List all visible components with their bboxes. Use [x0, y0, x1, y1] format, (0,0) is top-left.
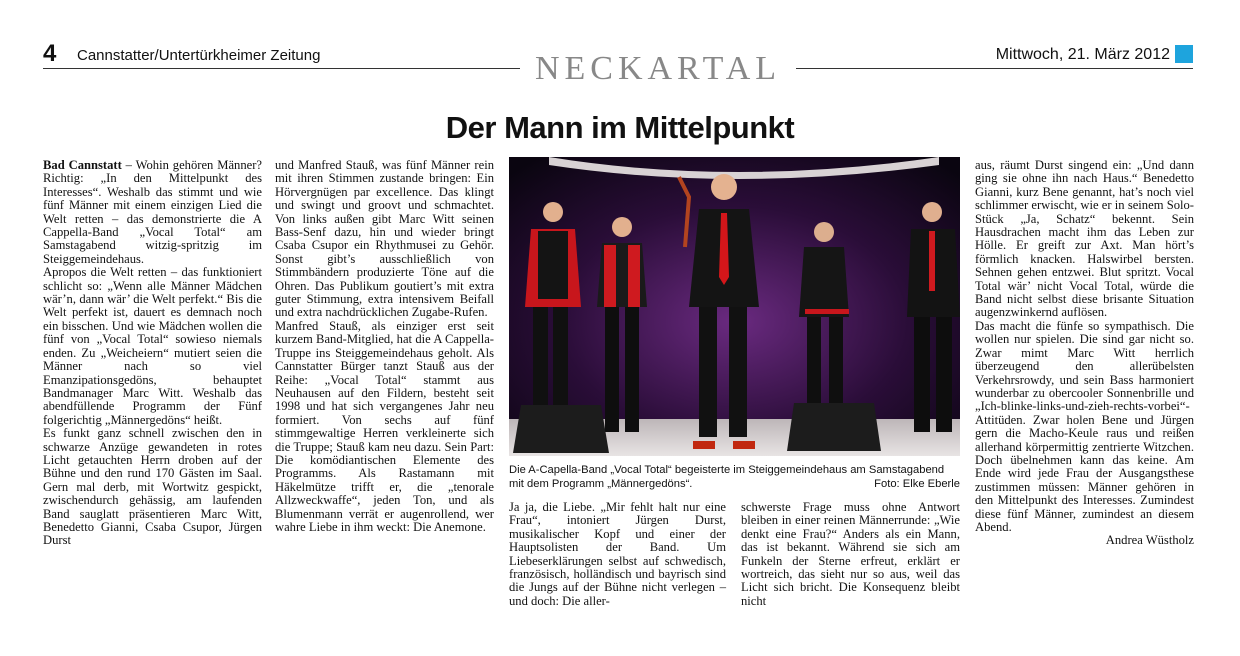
- article-column-1: [43, 159, 262, 548]
- issue-date: Mittwoch, 21. März 2012: [995, 46, 1170, 63]
- paragraph: schwerste Frage muss ohne Antwort bleiben in einer reinen Männerrunde: „Wie denkt eine Frau?“ Anders als ein Mann, das ist bekannt. Während sie sich am Funkeln der Sterne erfreut, erklärt er wortreich, das sieht nur so aus, weil das Licht sich bricht. Die Konsequenz bleibt nicht: [741, 500, 960, 608]
- caption-text: Die A-Capella-Band „Vocal Total“ begeisterte im Steiggemeindehaus am Samstagabend mit dem Programm „Männergedöns“.: [509, 464, 945, 490]
- photo-caption: [509, 463, 960, 491]
- paragraph: Ja ja, die Liebe. „Mir fehlt halt nur eine Frau“, intoniert Jürgen Durst, musikalischer Kopf und einer der Hauptsolisten der Band. Um Liebeserklärungen selbst auf schwedisch, französisch, holländisch und bayrisch sind die Jungs auf der Bühne nicht verlegen – und doch: Die aller-: [509, 500, 726, 608]
- article-column-2: [275, 159, 494, 534]
- article-headline: Der Mann im Mittelpunkt: [445, 110, 795, 145]
- header-rule-left: [43, 68, 520, 69]
- paragraph: Es funkt ganz schnell zwischen den in schwarze Anzüge gewandeten in rotes Licht getauchten Herrn droben auf der Bühne und den rund 170 Gästen im Saal. Gern mal derb, mit Wortwitz gespickt, zwischendurch gehässig, am laufenden Band sauglatt präsentieren Marc Witt, Benedetto Gianni, Csaba Csupor, Jürgen Durst: [43, 426, 262, 548]
- section-title: NECKARTAL: [534, 50, 782, 87]
- paragraph: Das macht die fünfe so sympathisch. Die wollen nur spielen. Die sind gar nicht so. Zwar mimt Marc Witt herrlich überzeugend den allerübelsten Verkehrsrowdy, und sein Bass harmoniert wunderbar zu obercooler Sonnenbrille und „Ich-blinke-links-und-zieh-rechts-vorbei“-Attitüden. Zwar holen Bene und Jürgen gern die Macho-Keule raus und reißen allerhand körpermittig zentrierte Witzchen. Doch übelnehmen kann das keine. Am Ende wird jede Frau der Ausgangsthese zustimmen müssen: Männer gehören in den Mittelpunkt des Interesses. Zumindest diese fünf Männer, zumindest an diesem Abend.: [975, 318, 1194, 534]
- accent-square: [1175, 45, 1193, 63]
- band-photo-illustration: [509, 157, 960, 456]
- page-number: 4: [43, 40, 57, 67]
- article-column-4: [741, 501, 960, 608]
- paragraph: Apropos die Welt retten – das funktioniert schlicht so: „Wenn alle Männer Mädchen wär’n, dann wär’ die Welt perfekt.“ Bis die Welt perfekt ist, dauert es demnach noch ein bisschen. Und wie Mädchen wollen die fünf von „Vocal Total“ sowieso niemals enden. Zu „Weicheiern“ mutiert seien die Männer nach so viel Emanzipationsgedöns, behauptet Bandmanager Marc Witt. Weshalb das abendfüllende Programm der Fünf folgerichtig „Männergedöns“ heißt.: [43, 265, 262, 427]
- article-column-5: [975, 159, 1194, 548]
- paragraph: Bad Cannstatt – Wohin gehören Männer? Richtig: „In den Mittelpunkt des Interesses“. Weshalb das stimmt und wie fünf Männer mit einem einzigen Lied die Welt retten – das demonstrierte die A Cappella-Band „Vocal Total“ am Samstagabend witzig-spritzig im Steiggemeindehaus.: [43, 158, 263, 266]
- paragraph: aus, räumt Durst singend ein: „Und dann ging sie ohne ihn nach Haus.“ Benedetto Gianni, kurz Bene genannt, hat’s noch viel schlimmer erwischt, wie er in seinem Solo-Stück „Ja, Schatz“ bekennt. Sein Hausdrachen macht ihm das Leben zur Hölle. Er greift zur Axt. Man hört’s förmlich knacken. Halswirbel bersten. Sehnen gehen entzwei. Blut spritzt. Vocal Total wär’ nicht Vocal Total, würde die Band nicht selbst diese brisante Situation augenzwinkernd auflösen.: [975, 158, 1194, 320]
- photo-credit: Foto: Elke Eberle: [874, 478, 960, 490]
- paragraph: Manfred Stauß, als einziger erst seit kurzem Band-Mitglied, hat die A Cappella-Truppe ins Steiggemeindehaus geholt. Als Cannstatter Bürger tanzt Stauß aus der Reihe: „Vocal Total“ stammt aus Neuhausen auf den Fildern, besteht seit 1998 und hat sich vergangenes Jahr neu formiert. Von sechs auf fünf stimmgewaltige Herren verkleinerte sich die Truppe; Stauß kam neu dazu. Sein Part: Die komödiantischen Elemente des Programms. Als Rastamann mit Häkelmütze trifft er, die „tenorale Allzweckwaffe“, jeden Ton, und als Blumenmann verrät er augenrollend, wer wahre Liebe in ihm weckt: Die Anemone.: [275, 318, 494, 534]
- article-column-3: [509, 501, 726, 608]
- header-rule-right: [796, 68, 1193, 69]
- band-photo: [509, 157, 960, 456]
- dateline: Bad Cannstatt: [43, 158, 122, 172]
- newspaper-name: Cannstatter/Untertürkheimer Zeitung: [77, 47, 321, 64]
- paragraph: und Manfred Stauß, was fünf Männer rein mit ihren Stimmen zustande bringen: Ein Hörvergnügen par excellence. Das klingt und swingt und groovt und schmachtet. Von links außen gibt Marc Witt seinen Bass-Senf dazu, hin und wieder bringt Csaba Csupor ein Rhythmusei zu Gehör. Sonst gibt’s ausschließlich von Stimmbändern produzierte Töne auf die Ohren. Das Publikum goutiert’s mit extra guter Stimmung, extra intensivem Beifall und extra nachdrücklichen Zugabe-Rufen.: [275, 158, 494, 320]
- author-byline: Andrea Wüstholz: [1105, 533, 1194, 548]
